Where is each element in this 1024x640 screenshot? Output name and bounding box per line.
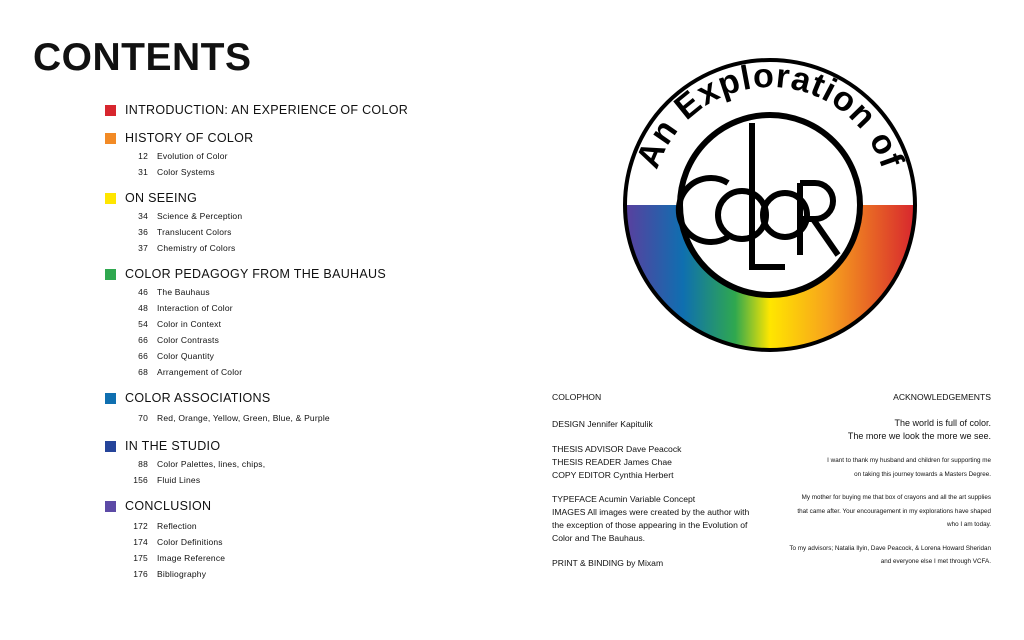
ack-line: The world is full of color.: [894, 418, 991, 428]
ack-line: The more we look the more we see.: [847, 431, 991, 441]
colophon-line: THESIS ADVISOR Dave Peacock: [552, 444, 682, 454]
toc-item-label: Science & Perception: [157, 211, 243, 221]
toc-item[interactable]: [105, 566, 225, 582]
color-square-icon: [105, 501, 116, 512]
page-number: 66: [138, 351, 148, 361]
toc-item-label: Color Palettes, lines, chips,: [157, 459, 266, 469]
section-title: COLOR PEDAGOGY FROM THE BAUHAUS: [125, 267, 386, 281]
page-number: 12: [138, 151, 148, 161]
colophon-line: THESIS READER James Chae: [552, 457, 672, 467]
toc-item-label: Color Contrasts: [157, 335, 220, 345]
toc-section: [105, 266, 386, 380]
section-title: CONCLUSION: [125, 499, 212, 513]
toc-item-label: Translucent Colors: [157, 227, 232, 237]
color-square-icon: [105, 393, 116, 404]
toc-item-label: Fluid Lines: [157, 475, 201, 485]
acknowledgements-heading: ACKNOWLEDGEMENTS: [893, 392, 991, 402]
ack-line: on taking this journey towards a Masters Degree.: [854, 471, 991, 478]
toc-item-label: Interaction of Color: [157, 303, 233, 313]
section-heading[interactable]: [105, 190, 242, 206]
section-title: COLOR ASSOCIATIONS: [125, 391, 271, 405]
color-square-icon: [105, 105, 116, 116]
toc-item-label: Red, Orange, Yellow, Green, Blue, & Purple: [157, 413, 330, 423]
section-heading[interactable]: [105, 130, 253, 146]
toc-item-label: The Bauhaus: [157, 287, 210, 297]
toc-item[interactable]: [105, 348, 386, 364]
ack-line: and everyone else I met through VCFA.: [880, 558, 991, 565]
toc-item[interactable]: [105, 472, 265, 488]
page-number: 54: [138, 319, 148, 329]
page-number: 46: [138, 287, 148, 297]
toc-section: [105, 130, 253, 180]
page-number: 88: [138, 459, 148, 469]
toc-item-label: Chemistry of Colors: [157, 243, 236, 253]
section-title: ON SEEING: [125, 191, 198, 205]
toc-item[interactable]: [105, 518, 225, 534]
colophon-line: PRINT & BINDING by Mixam: [552, 558, 664, 568]
section-heading[interactable]: [105, 266, 386, 282]
color-square-icon: [105, 193, 116, 204]
toc-section: [105, 438, 265, 488]
toc-item[interactable]: [105, 284, 386, 300]
toc-item[interactable]: [105, 534, 225, 550]
section-heading[interactable]: [105, 498, 225, 514]
toc-item[interactable]: [105, 148, 253, 164]
toc-item-label: Evolution of Color: [157, 151, 228, 161]
toc-item-label: Color Quantity: [157, 351, 215, 361]
toc-item[interactable]: [105, 300, 386, 316]
toc-section: [105, 190, 242, 256]
section-heading[interactable]: [105, 390, 330, 406]
toc-item-label: Color Definitions: [157, 537, 223, 547]
toc-item[interactable]: [105, 208, 242, 224]
page-number: 156: [133, 475, 148, 485]
toc-item-label: Color Systems: [157, 167, 215, 177]
toc-item-label: Arrangement of Color: [157, 367, 243, 377]
toc-item[interactable]: [105, 456, 265, 472]
colophon-heading: COLOPHON: [552, 392, 602, 402]
section-title: INTRODUCTION: AN EXPERIENCE OF COLOR: [125, 103, 409, 117]
page-number: 48: [138, 303, 148, 313]
ack-line: who I am today.: [947, 521, 991, 528]
page-number: 66: [138, 335, 148, 345]
toc-section: [105, 102, 408, 118]
toc-item[interactable]: [105, 316, 386, 332]
page-number: 172: [133, 521, 148, 531]
color-square-icon: [105, 133, 116, 144]
page-number: 36: [138, 227, 148, 237]
toc-item[interactable]: [105, 164, 253, 180]
colophon-line: TYPEFACE Acumin Variable Concept: [552, 494, 696, 504]
toc-item[interactable]: [105, 550, 225, 566]
toc-item-label: Bibliography: [157, 569, 207, 579]
logo-arc-text: An Exploration of: [628, 56, 912, 174]
ack-line: that came after. Your encouragement in my explorations have shaped: [797, 508, 991, 515]
page-number: 34: [138, 211, 148, 221]
page-number: 37: [138, 243, 148, 253]
section-title: IN THE STUDIO: [125, 439, 221, 453]
section-heading[interactable]: [105, 102, 408, 118]
exploration-of-color-logo: [620, 55, 920, 355]
page-number: 175: [133, 553, 148, 563]
page-number: 70: [138, 413, 148, 423]
toc-item[interactable]: [105, 240, 242, 256]
colophon-line: Color and The Bauhaus.: [552, 533, 646, 543]
color-square-icon: [105, 269, 116, 280]
toc-item[interactable]: [105, 410, 330, 426]
page-number: 176: [133, 569, 148, 579]
page-number: 174: [133, 537, 148, 547]
ack-line: My mother for buying me that box of crayons and all the art supplies: [801, 494, 991, 501]
toc-item[interactable]: [105, 224, 242, 240]
toc-item[interactable]: [105, 364, 386, 380]
page-number: 68: [138, 367, 148, 377]
page-title: CONTENTS: [33, 36, 252, 79]
page-number: 31: [138, 167, 148, 177]
toc-item-label: Reflection: [157, 521, 197, 531]
toc-item-label: Image Reference: [157, 553, 226, 563]
color-square-icon: [105, 441, 116, 452]
ack-line: To my advisors; Natalia Ilyin, Dave Peacock, & Lorena Howard Sheridan: [789, 545, 991, 552]
toc-item[interactable]: [105, 332, 386, 348]
colophon-line: the exception of those appearing in the Evolution of: [552, 520, 748, 530]
colophon-line: COPY EDITOR Cynthia Herbert: [552, 470, 674, 480]
colophon-line: DESIGN Jennifer Kapitulik: [552, 419, 653, 429]
section-heading[interactable]: [105, 438, 265, 454]
section-title: HISTORY OF COLOR: [125, 131, 254, 145]
ack-line: I want to thank my husband and children for supporting me: [827, 457, 991, 464]
toc-section: [105, 498, 225, 582]
toc-item-label: Color in Context: [157, 319, 222, 329]
colophon-line: IMAGES All images were created by the author with: [552, 507, 750, 517]
toc-section: [105, 390, 330, 426]
